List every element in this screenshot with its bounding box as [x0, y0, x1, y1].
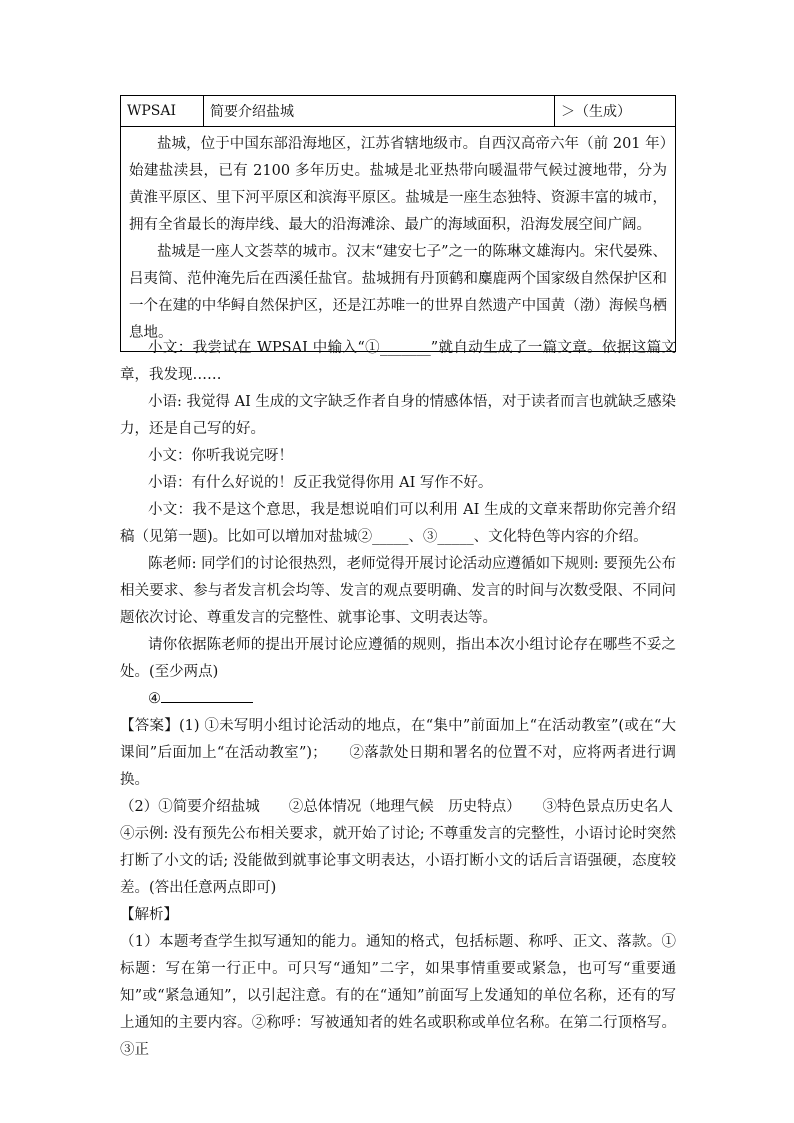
blank-line: [161, 688, 253, 703]
dialogue-line-2: 小语: 我觉得 AI 生成的文字缺乏作者自身的情感体悟，对于读者而言也就缺乏感染力，还是自己写的好。: [120, 394, 676, 437]
answer-part-1: 【答案】(1) ①未写明小组讨论活动的地点，在“集中”前面加上“在活动教室”(或在“大课间”后面加上“在活动教室”)； ②落款处日期和署名的位置不对，应将两者进行调换。: [120, 718, 676, 788]
ai-generate-label: ＞（生成）: [555, 96, 676, 127]
dialogue-line-4: 小语：有什么好说的！反正我觉得你用 AI 写作不好。: [148, 475, 493, 491]
ai-output-row: [121, 127, 676, 352]
question-content: [120, 335, 676, 1064]
analysis-heading: 【解析】: [120, 907, 178, 923]
question-prompt: 请你依据陈老师的提出开展讨论应遵循的规则，指出本次小组讨论存在哪些不妥之处。(至少两点): [120, 637, 676, 680]
ai-tool-name: WPSAI: [121, 96, 204, 127]
ai-output-cell: [121, 127, 676, 352]
dialogue-line-3: 小文：你听我说完呀！: [148, 448, 293, 464]
dialogue-line-5: 小文：我不是这个意思，我是想说咱们可以利用 AI 生成的文章来帮助你完善介绍稿（见第一题)。比如可以增加对盐城②_____、③_____、文化特色等内容的介绍。: [120, 502, 676, 545]
dialogue-line-1: 小文：我尝试在 WPSAI 中输入“①_______”就自动生成了一篇文章。依据这篇文章，我发现……: [120, 340, 676, 383]
ai-prompt-row: [121, 96, 676, 127]
ai-prompt-text: 简要介绍盐城: [204, 96, 555, 127]
ai-generation-table: [120, 95, 676, 352]
ai-output-paragraph-2: 盐城是一座人文荟萃的城市。汉末“建安七子”之一的陈琳文雄海内。宋代晏殊、吕夷简、范仲淹先后在西溪任盐官。盐城拥有丹顶鹤和麋鹿两个国家级自然保护区和一个在建的中华鲟自然保护区，还是江苏唯一的世界自然遗产中国黄（渤）海候鸟栖息地。: [129, 244, 667, 341]
teacher-rules: 陈老师: 同学们的讨论很热烈，老师觉得开展讨论活动应遵循如下规则: 要预先公布相关要求、参与者发言机会均等、发言的观点要明确、发言的时间与次数受限、不同问题依次讨论、尊重发言的完整性、就事论事、文明表达等。: [120, 556, 676, 626]
ai-output-paragraph-1: 盐城，位于中国东部沿海地区，江苏省辖地级市。自西汉高帝六年（前 201 年）始建盐渎县，已有 2100 多年历史。盐城是北亚热带向暖温带气候过渡地带，分为黄淮平原区、里下河平原区和滨海平原区。盐城是一座生态独特、资源丰富的城市，拥有全省最长的海岸线、最大的沿海滩涂、最广的海域面积，沿海发展空间广阔。: [129, 136, 667, 233]
answer-blank-4: [120, 686, 676, 713]
analysis-paragraph: （1）本题考查学生拟写通知的能力。通知的格式，包括标题、称呼、正文、落款。①标题：写在第一行正中。可只写“通知”二字，如果事情重要或紧急，也可写“重要通知”或“紧急通知”，以引起注意。有的在“通知”前面写上发通知的单位名称，还有的写上通知的主要内容。②称呼：写被通知者的姓名或职称或单位名称。在第二行顶格写。③正: [120, 934, 676, 1058]
answer-part-3: ④示例: 没有预先公布相关要求，就开始了讨论; 不尊重发言的完整性，小语讨论时突然打断了小文的话; 没能做到就事论事文明表达，小语打断小文的话后言语强硬，态度较差。(答出任意两点即可): [120, 826, 676, 896]
answer-part-2: （2）①简要介绍盐城 ②总体情况（地理气候 历史特点） ③特色景点历史名人: [120, 799, 673, 815]
blank-number: ④: [148, 691, 161, 707]
